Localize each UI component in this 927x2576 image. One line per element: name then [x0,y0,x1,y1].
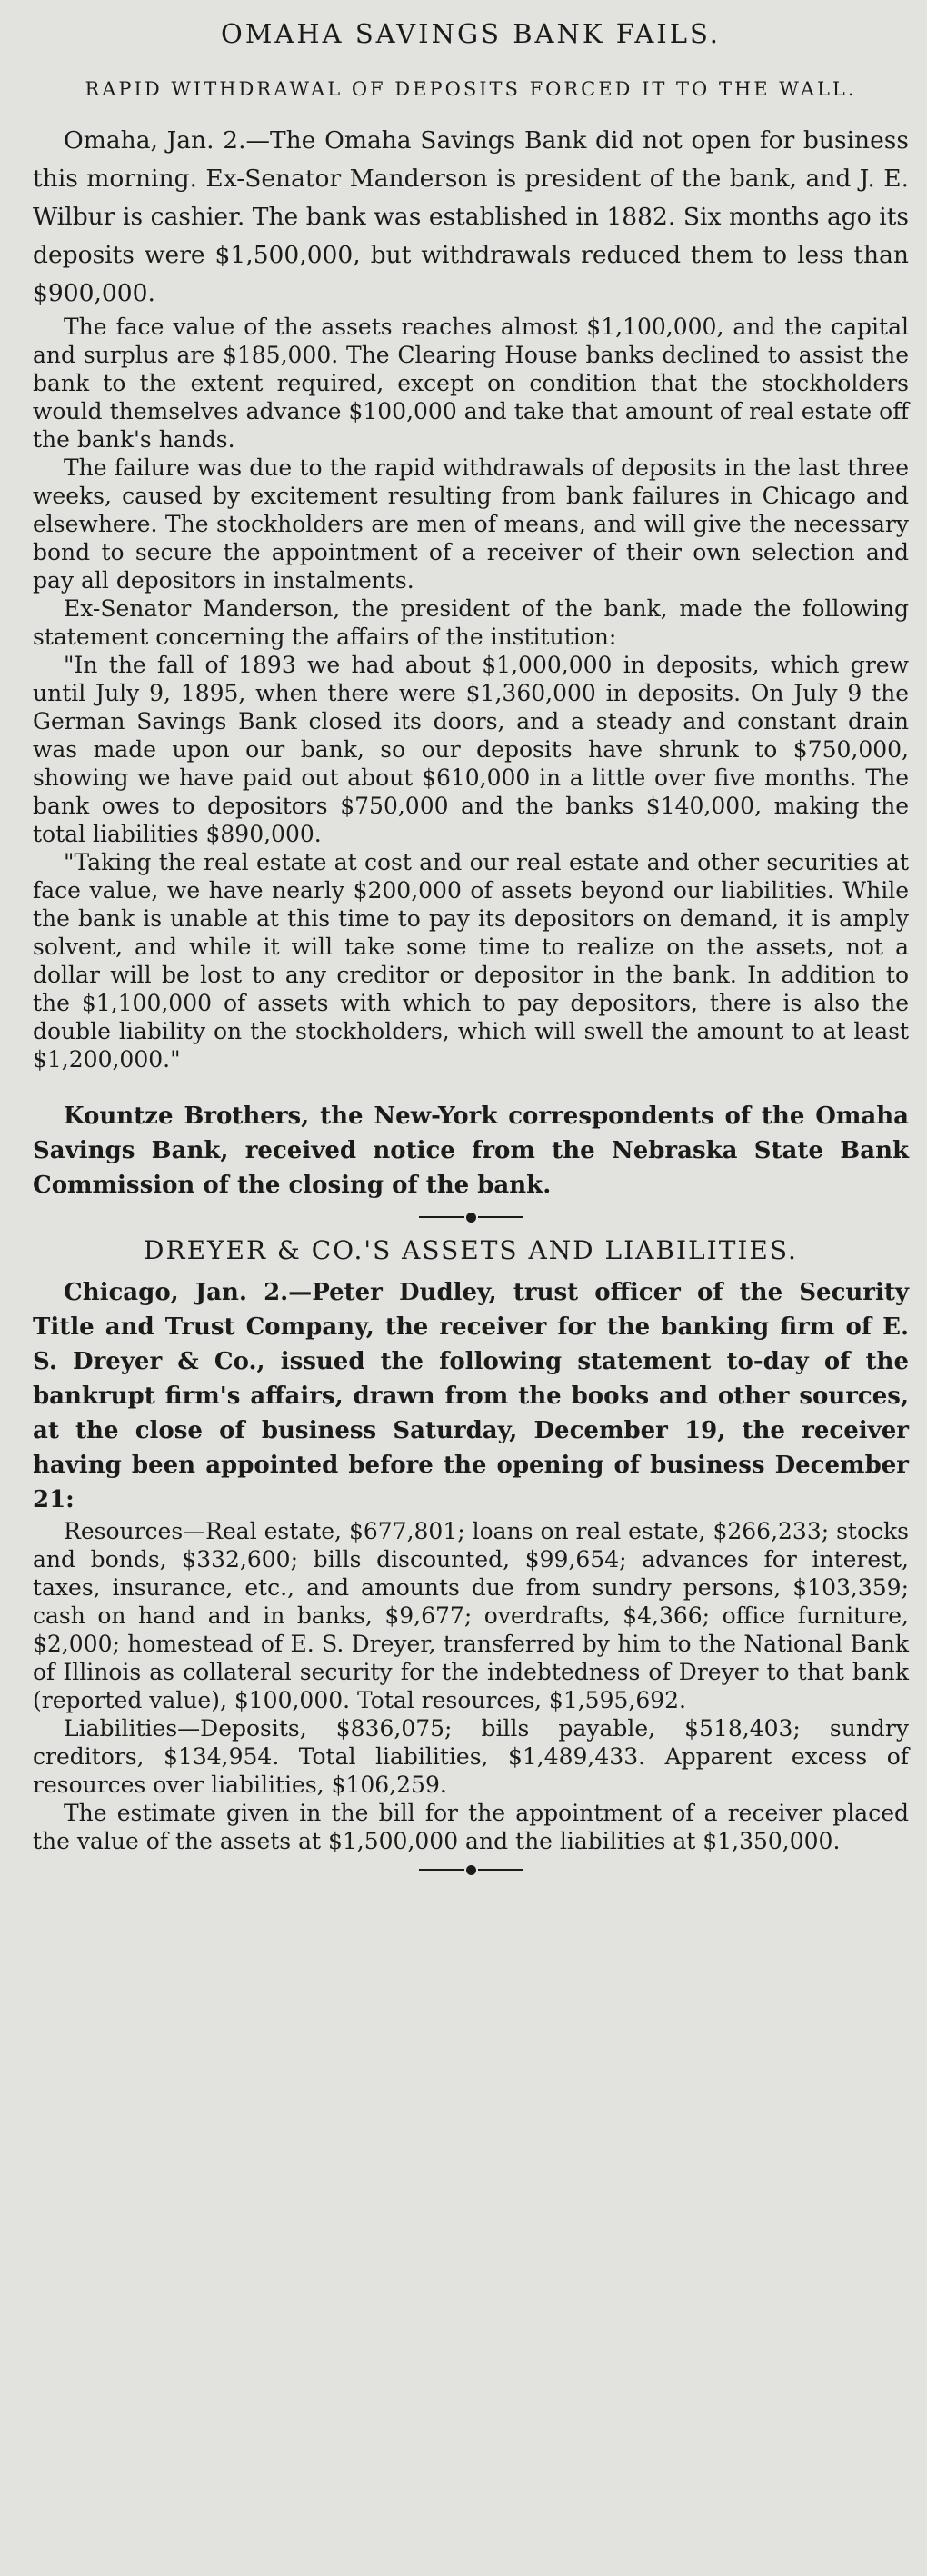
article1-paragraph-1: Omaha, Jan. 2.—The Omaha Savings Bank did not open for business this morning. Ex-Senator Manderson is president of the bank, and J. E. Wilbur is cashier. The bank was established in 1882. Six months ago its deposits were $1,500,000, but withdrawals reduced them to less than $900,000. [33,126,909,307]
article1-paragraph-4: Ex-Senator Manderson, the president of the bank, made the following statement concerning the affairs of the institution: [33,595,909,650]
headline-omaha-bank: OMAHA SAVINGS BANK FAILS. [220,18,722,49]
article2-resources: Resources—Real estate, $677,801; loans on real estate, $266,233; stocks and bonds, $332,600; bills discounted, $99,654; advances for interest, taxes, insurance, etc., and amounts due from sundry persons, $103,359; cash on hand and in banks, $9,677; overdrafts, $4,366; office furniture, $2,000; homestead of E. S. Dreyer, transferred by him to the National Bank of Illinois as collateral security for the indebtedness of Dreyer to that bank (reported value), $100,000. Total resources, $1,595,692. [33,1518,910,1713]
end-divider [33,1859,909,1881]
section-divider [33,1206,909,1228]
article1-kountze-note: Kountze Brothers, the New-York correspondents of the Omaha Savings Bank, received notice from the Nebraska State Bank Commission of the closing of the bank. [33,1103,909,1199]
article1-paragraph-2: The face value of the assets reaches almost $1,100,000, and the capital and surplus are $185,000. The Clearing House banks declined to assist the bank to the extent required, except on condition that the stockholders would themselves advance $100,000 and take that amount of real estate off the bank's hands. [33,314,909,453]
subheadline-withdrawal: RAPID WITHDRAWAL OF DEPOSITS FORCED IT TO THE WALL. [85,78,857,100]
headline-dreyer-assets: DREYER & CO.'S ASSETS AND LIABILITIES. [144,1235,798,1265]
article1-quote-2: "Taking the real estate at cost and our real estate and other securities at face value, we have nearly $200,000 of assets beyond our liabilities. While the bank is unable at this time to pay its depositors on demand, it is amply solvent, and while it will take some time to realize on the assets, not a dollar will be lost to any creditor or depositor in the bank. In addition to the $1,100,000 of assets with which to pay depositors, there is also the double liability on the stockholders, which will swell the amount to at least $1,200,000." [33,849,909,1073]
article1-paragraph-3: The failure was due to the rapid withdrawals of deposits in the last three weeks, caused by excitement resulting from bank failures in Chicago and elsewhere. The stockholders are men of means, and will give the necessary bond to secure the appointment of a receiver of their own selection and pay all depositors in instalments. [33,454,909,594]
article2-paragraph-1: Chicago, Jan. 2.—Peter Dudley, trust officer of the Security Title and Trust Company, the receiver for the banking firm of E. S. Dreyer & Co., issued the following statement to-day of the bankrupt firm's affairs, drawn from the books and other sources, at the close of business Saturday, December 19, the receiver having been appointed before the opening of business December 21: [33,1279,909,1513]
article2-estimate: The estimate given in the bill for the appointment of a receiver placed the value of the assets at $1,500,000 and the liabilities at $1,350,000. [33,1800,909,1854]
article2-liabilities: Liabilities—Deposits, $836,075; bills payable, $518,403; sundry creditors, $134,954. Total liabilities, $1,489,433. Apparent excess of resources over liabilities, $106,259. [33,1715,909,1798]
article1-quote-1: "In the fall of 1893 we had about $1,000,000 in deposits, which grew until July 9, 1895, when there were $1,360,000 in deposits. On July 9 the German Savings Bank closed its doors, and a steady and constant drain was made upon our bank, so our deposits have shrunk to $750,000, showing we have paid out about $610,000 in a little over five months. The bank owes to depositors $750,000 and the banks $140,000, making the total liabilities $890,000. [33,652,909,847]
